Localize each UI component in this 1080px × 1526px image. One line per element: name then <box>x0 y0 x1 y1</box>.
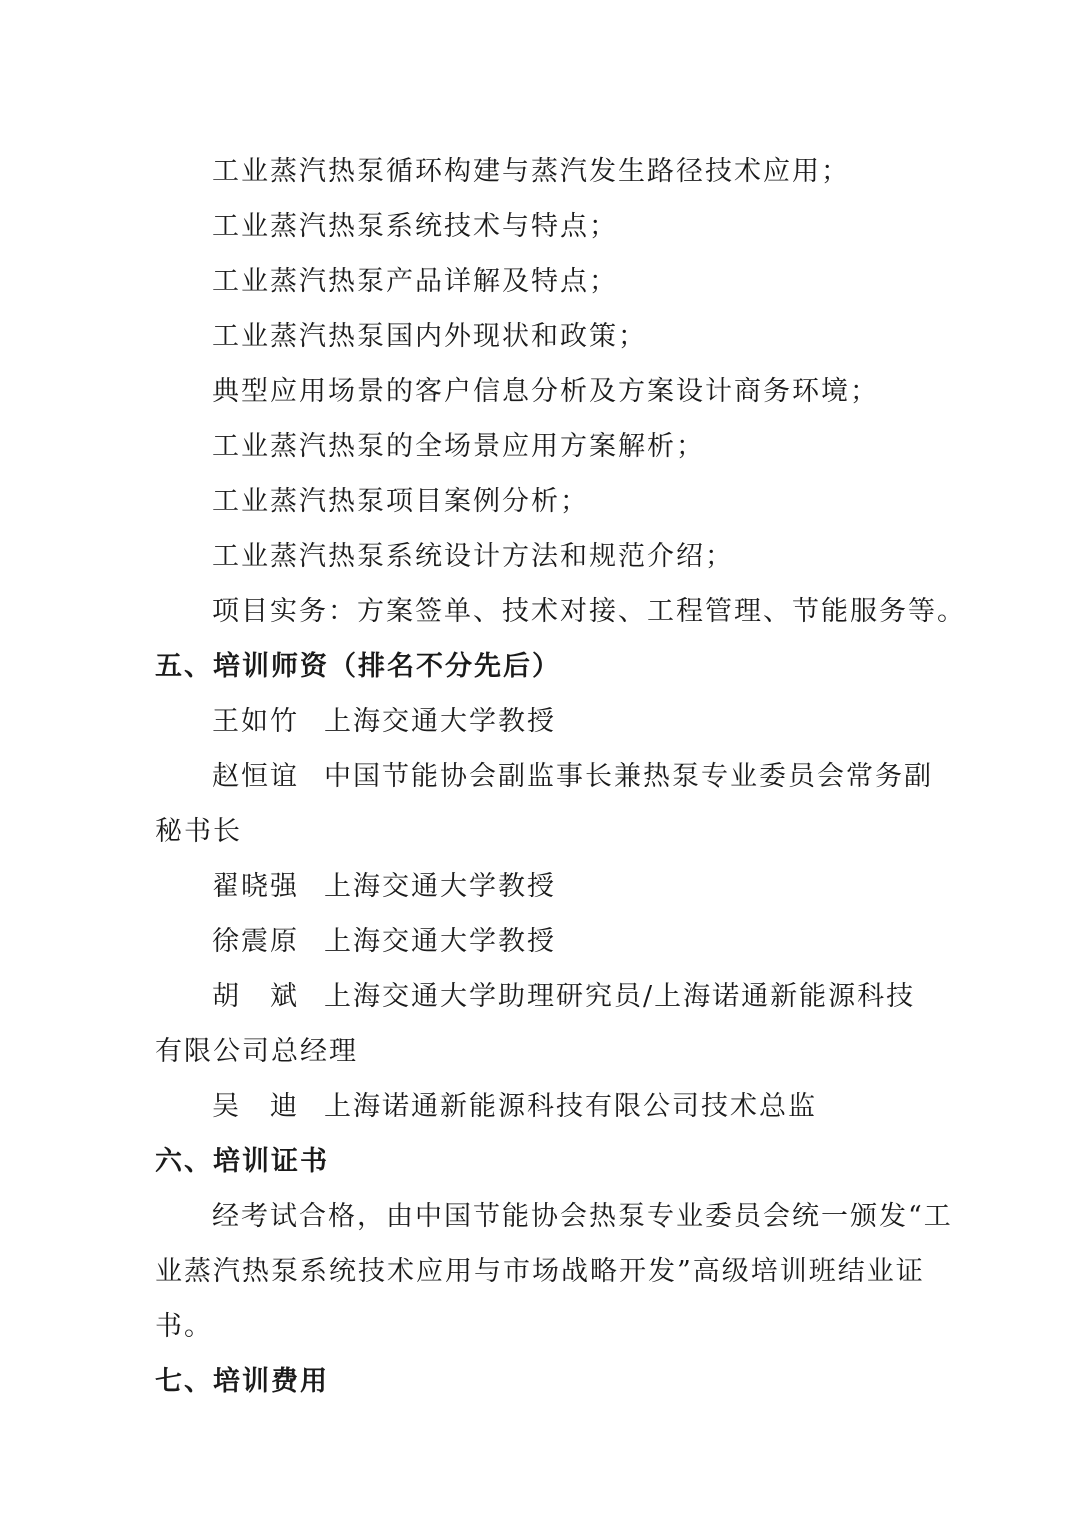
instructor-title: 上海交通大学教授 <box>324 706 556 737</box>
certificate-paragraph-line: 业蒸汽热泵系统技术应用与市场战略开发”高级培训班结业证 <box>155 1256 925 1287</box>
instructor-name: 翟晓强 <box>212 871 299 902</box>
instructor-row <box>212 867 992 907</box>
course-item: 工业蒸汽热泵系统设计方法和规范介绍； <box>212 541 734 572</box>
course-item: 工业蒸汽热泵产品详解及特点； <box>212 266 618 297</box>
section-heading-certificate: 六、培训证书 <box>155 1146 329 1177</box>
course-item: 项目实务：方案签单、技术对接、工程管理、节能服务等。 <box>212 596 966 627</box>
course-item: 工业蒸汽热泵的全场景应用方案解析； <box>212 431 705 462</box>
course-item: 工业蒸汽热泵系统技术与特点； <box>212 211 618 242</box>
instructor-title: 中国节能协会副监事长兼热泵专业委员会常务副 <box>324 761 933 792</box>
instructor-title: 上海诺通新能源科技有限公司技术总监 <box>324 1091 817 1122</box>
certificate-paragraph-line: 经考试合格，由中国节能协会热泵专业委员会统一颁发“工 <box>212 1201 953 1232</box>
instructor-name: 赵恒谊 <box>212 761 299 792</box>
course-item: 工业蒸汽热泵国内外现状和政策； <box>212 321 647 352</box>
course-item: 工业蒸汽热泵循环构建与蒸汽发生路径技术应用； <box>212 156 850 187</box>
certificate-paragraph-line: 书。 <box>155 1311 213 1342</box>
instructor-title-continued: 有限公司总经理 <box>155 1036 358 1067</box>
course-item: 工业蒸汽热泵项目案例分析； <box>212 486 589 517</box>
instructor-title-continued: 秘书长 <box>155 816 242 847</box>
course-item: 典型应用场景的客户信息分析及方案设计商务环境； <box>212 376 879 407</box>
section-heading-fees: 七、培训费用 <box>155 1366 329 1397</box>
instructor-title: 上海交通大学教授 <box>324 926 556 957</box>
instructor-row <box>212 757 992 797</box>
instructor-name: 徐震原 <box>212 926 299 957</box>
instructor-name: 胡 斌 <box>212 981 299 1012</box>
instructor-row <box>212 702 992 742</box>
instructor-row <box>212 922 992 962</box>
instructor-row <box>212 977 992 1017</box>
instructor-name: 吴 迪 <box>212 1091 299 1122</box>
instructor-name: 王如竹 <box>212 706 299 737</box>
section-heading-instructors: 五、培训师资（排名不分先后） <box>155 651 561 682</box>
instructor-title: 上海交通大学助理研究员/上海诺通新能源科技 <box>324 981 916 1012</box>
instructor-title: 上海交通大学教授 <box>324 871 556 902</box>
instructor-row <box>212 1087 992 1127</box>
